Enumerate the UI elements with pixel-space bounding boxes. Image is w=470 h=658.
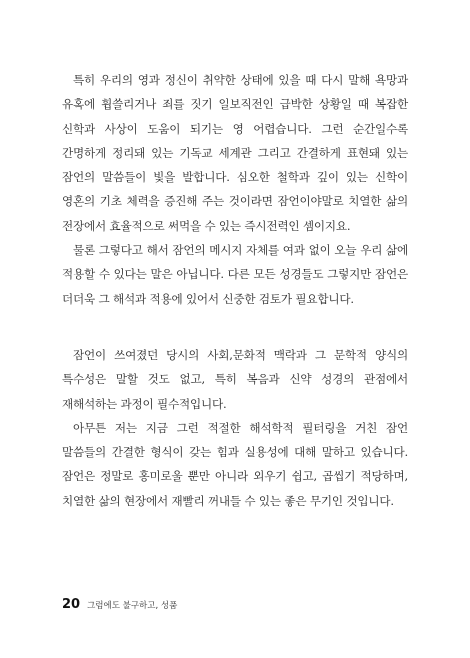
page-footer bbox=[62, 597, 177, 612]
paragraph-4: 아무튼 저는 지금 그런 적절한 해석학적 필터링을 거친 잠언 말씀들의 간결한 형식이 갖는 힘과 실용성에 대해 말하고 있습니다. 잠언은 정말로 홍미로울 뿐만 아니라 외우기 쉽고, 곱씹기 적당하며, 치열한 삶의 현장에서 재빨리 꺼내들 수 있는 좋은 무기인 것입니다. bbox=[62, 420, 408, 508]
paragraph-1: 특히 우리의 영과 정신이 취약한 상태에 있을 때 다시 말해 욕망과 유혹에 휩쓸리거나 죄를 짓기 일보직전인 급박한 상황일 때 복잡한 신학과 사상이 도움이 되기는 영 어렵습니다. 그런 순간일수록 간명하게 정리돼 있는 기독교 세계관 그리고 간결하게 표현돼 있는 잠언의 말씀들이 빛을 발합니다. 심오한 철학과 깊이 있는 신학이 영혼의 기초 체력을 증진해 주는 것이라면 잠언이야말로 치열한 삶의 전장에서 효율적으로 써먹을 수 있는 즉시전력인 셈이지요. bbox=[62, 73, 408, 233]
body-text bbox=[62, 68, 408, 513]
section-break bbox=[62, 311, 408, 343]
page-number: 20 bbox=[62, 597, 81, 612]
paragraph-2: 물론 그렇다고 해서 잠언의 메시지 자체를 여과 없이 오늘 우리 삶에 적용할 수 있다는 말은 아닙니다. 다른 모든 성경들도 그렇지만 잠언은 더더욱 그 해석과 적용에 있어서 신중한 검토가 필요합니다. bbox=[62, 243, 408, 306]
running-title: 그럼에도 불구하고, 성품 bbox=[87, 601, 178, 611]
paragraph-3: 잠언이 쓰여졌던 당시의 사회,문화적 맥락과 그 문학적 양식의 특수성은 말할 것도 없고, 특히 복음과 신약 성경의 관점에서 재해석하는 과정이 필수적입니다. bbox=[62, 347, 408, 411]
